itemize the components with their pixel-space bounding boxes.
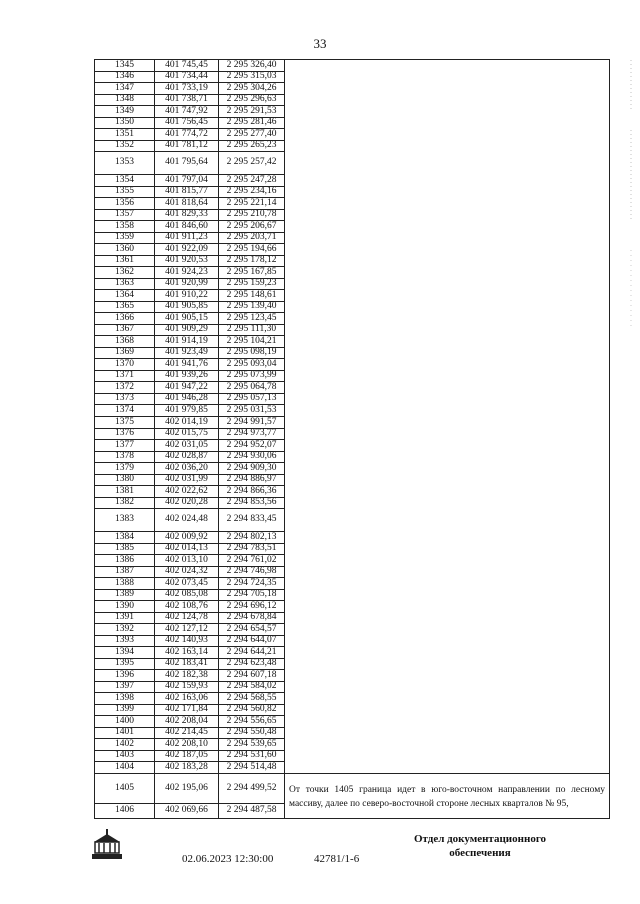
- x-coordinate-cell: 402 183,41: [155, 658, 219, 670]
- footer-datetime: 02.06.2023 12:30:00: [182, 853, 274, 865]
- y-coordinate-cell: 2 294 802,13: [219, 532, 285, 544]
- x-coordinate-cell: 402 163,06: [155, 693, 219, 705]
- point-number-cell: 1385: [95, 543, 155, 555]
- point-number-cell: 1396: [95, 670, 155, 682]
- point-number-cell: 1390: [95, 601, 155, 613]
- y-coordinate-cell: 2 295 167,85: [219, 267, 285, 279]
- x-coordinate-cell: 402 015,75: [155, 428, 219, 440]
- x-coordinate-cell: 402 069,66: [155, 803, 219, 818]
- y-coordinate-cell: 2 294 724,35: [219, 578, 285, 590]
- y-coordinate-cell: 2 295 206,67: [219, 221, 285, 233]
- y-coordinate-cell: 2 295 203,71: [219, 232, 285, 244]
- x-coordinate-cell: 401 733,19: [155, 83, 219, 95]
- point-number-cell: 1356: [95, 198, 155, 210]
- point-number-cell: 1345: [95, 60, 155, 72]
- x-coordinate-cell: 402 022,62: [155, 486, 219, 498]
- x-coordinate-cell: 401 920,99: [155, 278, 219, 290]
- point-number-cell: 1393: [95, 635, 155, 647]
- y-coordinate-cell: 2 295 064,78: [219, 382, 285, 394]
- point-number-cell: 1349: [95, 106, 155, 118]
- point-number-cell: 1391: [95, 612, 155, 624]
- y-coordinate-cell: 2 295 234,16: [219, 186, 285, 198]
- y-coordinate-cell: 2 295 073,99: [219, 370, 285, 382]
- x-coordinate-cell: 402 124,78: [155, 612, 219, 624]
- y-coordinate-cell: 2 294 623,48: [219, 658, 285, 670]
- point-number-cell: 1392: [95, 624, 155, 636]
- x-coordinate-cell: 402 208,10: [155, 739, 219, 751]
- point-number-cell: 1395: [95, 658, 155, 670]
- point-number-cell: 1394: [95, 647, 155, 659]
- x-coordinate-cell: 402 036,20: [155, 463, 219, 475]
- y-coordinate-cell: 2 294 909,30: [219, 463, 285, 475]
- y-coordinate-cell: 2 294 930,06: [219, 451, 285, 463]
- x-coordinate-cell: 402 140,93: [155, 635, 219, 647]
- footer-stamp: [400, 833, 560, 861]
- point-number-cell: 1386: [95, 555, 155, 567]
- y-coordinate-cell: 2 294 952,07: [219, 440, 285, 452]
- x-coordinate-cell: 402 024,48: [155, 509, 219, 532]
- x-coordinate-cell: 401 920,53: [155, 255, 219, 267]
- x-coordinate-cell: 402 159,93: [155, 681, 219, 693]
- y-coordinate-cell: 2 294 783,51: [219, 543, 285, 555]
- point-number-cell: 1364: [95, 290, 155, 302]
- point-number-cell: 1359: [95, 232, 155, 244]
- y-coordinate-cell: 2 295 159,23: [219, 278, 285, 290]
- y-coordinate-cell: 2 294 833,45: [219, 509, 285, 532]
- stamp-line-2: обеспечения: [449, 846, 511, 859]
- point-number-cell: 1399: [95, 704, 155, 716]
- point-number-cell: 1355: [95, 186, 155, 198]
- y-coordinate-cell: 2 295 057,13: [219, 393, 285, 405]
- point-number-cell: 1358: [95, 221, 155, 233]
- x-coordinate-cell: 402 127,12: [155, 624, 219, 636]
- point-number-cell: 1397: [95, 681, 155, 693]
- point-number-cell: 1382: [95, 497, 155, 509]
- y-coordinate-cell: 2 295 265,23: [219, 140, 285, 152]
- x-coordinate-cell: 401 795,64: [155, 152, 219, 175]
- y-coordinate-cell: 2 295 148,61: [219, 290, 285, 302]
- point-number-cell: 1401: [95, 727, 155, 739]
- x-coordinate-cell: 402 182,38: [155, 670, 219, 682]
- y-coordinate-cell: 2 295 194,66: [219, 244, 285, 256]
- point-number-cell: 1404: [95, 762, 155, 774]
- y-coordinate-cell: 2 295 291,53: [219, 106, 285, 118]
- x-coordinate-cell: 402 024,32: [155, 566, 219, 578]
- y-coordinate-cell: 2 294 746,98: [219, 566, 285, 578]
- y-coordinate-cell: 2 294 487,58: [219, 803, 285, 818]
- x-coordinate-cell: 402 085,08: [155, 589, 219, 601]
- x-coordinate-cell: 402 014,13: [155, 543, 219, 555]
- x-coordinate-cell: 401 924,23: [155, 267, 219, 279]
- point-number-cell: 1384: [95, 532, 155, 544]
- point-number-cell: 1371: [95, 370, 155, 382]
- x-coordinate-cell: 401 774,72: [155, 129, 219, 141]
- y-coordinate-cell: 2 294 886,97: [219, 474, 285, 486]
- y-coordinate-cell: 2 295 296,63: [219, 94, 285, 106]
- x-coordinate-cell: 401 747,92: [155, 106, 219, 118]
- x-coordinate-cell: 401 797,04: [155, 175, 219, 187]
- point-number-cell: 1383: [95, 509, 155, 532]
- x-coordinate-cell: 401 923,49: [155, 347, 219, 359]
- point-number-cell: 1361: [95, 255, 155, 267]
- point-number-cell: 1369: [95, 347, 155, 359]
- x-coordinate-cell: 401 922,09: [155, 244, 219, 256]
- x-coordinate-cell: 401 734,44: [155, 71, 219, 83]
- y-coordinate-cell: 2 294 866,36: [219, 486, 285, 498]
- point-number-cell: 1373: [95, 393, 155, 405]
- x-coordinate-cell: 402 183,28: [155, 762, 219, 774]
- x-coordinate-cell: 401 914,19: [155, 336, 219, 348]
- footer-document-id: 42781/1-6: [314, 853, 360, 865]
- y-coordinate-cell: 2 295 247,28: [219, 175, 285, 187]
- point-number-cell: 1398: [95, 693, 155, 705]
- y-coordinate-cell: 2 294 568,55: [219, 693, 285, 705]
- point-number-cell: 1376: [95, 428, 155, 440]
- y-coordinate-cell: 2 294 761,02: [219, 555, 285, 567]
- x-coordinate-cell: 402 013,10: [155, 555, 219, 567]
- point-number-cell: 1346: [95, 71, 155, 83]
- y-coordinate-cell: 2 294 644,07: [219, 635, 285, 647]
- point-number-cell: 1350: [95, 117, 155, 129]
- point-number-cell: 1372: [95, 382, 155, 394]
- point-number-cell: 1402: [95, 739, 155, 751]
- y-coordinate-cell: 2 294 531,60: [219, 750, 285, 762]
- y-coordinate-cell: 2 294 556,65: [219, 716, 285, 728]
- point-number-cell: 1363: [95, 278, 155, 290]
- x-coordinate-cell: 401 756,45: [155, 117, 219, 129]
- stamp-line-1: Отдел документационного: [413, 833, 547, 845]
- point-number-cell: 1378: [95, 451, 155, 463]
- x-coordinate-cell: 402 031,05: [155, 440, 219, 452]
- point-number-cell: 1357: [95, 209, 155, 221]
- table-row: [95, 60, 610, 72]
- y-coordinate-cell: 2 294 539,65: [219, 739, 285, 751]
- point-number-cell: 1366: [95, 313, 155, 325]
- point-number-cell: 1365: [95, 301, 155, 313]
- x-coordinate-cell: 402 014,19: [155, 417, 219, 429]
- y-coordinate-cell: 2 294 678,84: [219, 612, 285, 624]
- description-column-empty: [285, 60, 610, 774]
- x-coordinate-cell: 401 979,85: [155, 405, 219, 417]
- x-coordinate-cell: 401 911,23: [155, 232, 219, 244]
- x-coordinate-cell: 401 905,85: [155, 301, 219, 313]
- point-number-cell: 1347: [95, 83, 155, 95]
- y-coordinate-cell: 2 295 178,12: [219, 255, 285, 267]
- table-row: [95, 774, 610, 804]
- y-coordinate-cell: 2 294 499,52: [219, 774, 285, 804]
- y-coordinate-cell: 2 295 304,26: [219, 83, 285, 95]
- point-number-cell: 1403: [95, 750, 155, 762]
- y-coordinate-cell: 2 294 696,12: [219, 601, 285, 613]
- y-coordinate-cell: 2 294 853,56: [219, 497, 285, 509]
- x-coordinate-cell: 401 815,77: [155, 186, 219, 198]
- coordinates-table-body: [95, 60, 610, 819]
- x-coordinate-cell: 401 829,33: [155, 209, 219, 221]
- x-coordinate-cell: 401 818,64: [155, 198, 219, 210]
- x-coordinate-cell: 402 073,45: [155, 578, 219, 590]
- point-number-cell: 1348: [95, 94, 155, 106]
- x-coordinate-cell: 402 031,99: [155, 474, 219, 486]
- x-coordinate-cell: 401 905,15: [155, 313, 219, 325]
- x-coordinate-cell: 402 171,84: [155, 704, 219, 716]
- point-number-cell: 1351: [95, 129, 155, 141]
- y-coordinate-cell: 2 295 326,40: [219, 60, 285, 72]
- point-number-cell: 1353: [95, 152, 155, 175]
- y-coordinate-cell: 2 295 139,40: [219, 301, 285, 313]
- point-number-cell: 1362: [95, 267, 155, 279]
- y-coordinate-cell: 2 295 257,42: [219, 152, 285, 175]
- x-coordinate-cell: 401 939,26: [155, 370, 219, 382]
- x-coordinate-cell: 402 020,28: [155, 497, 219, 509]
- y-coordinate-cell: 2 295 277,40: [219, 129, 285, 141]
- y-coordinate-cell: 2 294 560,82: [219, 704, 285, 716]
- point-number-cell: 1379: [95, 463, 155, 475]
- point-number-cell: 1380: [95, 474, 155, 486]
- x-coordinate-cell: 401 745,45: [155, 60, 219, 72]
- point-number-cell: 1354: [95, 175, 155, 187]
- point-number-cell: 1389: [95, 589, 155, 601]
- x-coordinate-cell: 402 163,14: [155, 647, 219, 659]
- y-coordinate-cell: 2 295 123,45: [219, 313, 285, 325]
- y-coordinate-cell: 2 295 221,14: [219, 198, 285, 210]
- y-coordinate-cell: 2 294 607,18: [219, 670, 285, 682]
- y-coordinate-cell: 2 294 705,18: [219, 589, 285, 601]
- x-coordinate-cell: 402 028,87: [155, 451, 219, 463]
- point-number-cell: 1377: [95, 440, 155, 452]
- x-coordinate-cell: 401 941,76: [155, 359, 219, 371]
- y-coordinate-cell: 2 295 093,04: [219, 359, 285, 371]
- x-coordinate-cell: 402 108,76: [155, 601, 219, 613]
- point-number-cell: 1352: [95, 140, 155, 152]
- y-coordinate-cell: 2 294 584,02: [219, 681, 285, 693]
- coordinates-table: [94, 59, 610, 819]
- y-coordinate-cell: 2 295 210,78: [219, 209, 285, 221]
- point-number-cell: 1370: [95, 359, 155, 371]
- point-number-cell: 1367: [95, 324, 155, 336]
- point-number-cell: 1381: [95, 486, 155, 498]
- point-number-cell: 1400: [95, 716, 155, 728]
- point-number-cell: 1387: [95, 566, 155, 578]
- scan-margin-marks: [627, 50, 635, 350]
- x-coordinate-cell: 401 738,71: [155, 94, 219, 106]
- point-number-cell: 1375: [95, 417, 155, 429]
- y-coordinate-cell: 2 295 281,46: [219, 117, 285, 129]
- x-coordinate-cell: 402 187,05: [155, 750, 219, 762]
- y-coordinate-cell: 2 295 031,53: [219, 405, 285, 417]
- y-coordinate-cell: 2 294 550,48: [219, 727, 285, 739]
- x-coordinate-cell: 401 781,12: [155, 140, 219, 152]
- x-coordinate-cell: 401 910,22: [155, 290, 219, 302]
- point-number-cell: 1368: [95, 336, 155, 348]
- x-coordinate-cell: 402 214,45: [155, 727, 219, 739]
- y-coordinate-cell: 2 294 973,77: [219, 428, 285, 440]
- x-coordinate-cell: 402 208,04: [155, 716, 219, 728]
- page-number: 33: [313, 36, 327, 51]
- y-coordinate-cell: 2 294 514,48: [219, 762, 285, 774]
- y-coordinate-cell: 2 294 991,57: [219, 417, 285, 429]
- y-coordinate-cell: 2 294 644,21: [219, 647, 285, 659]
- emblem-logo-icon: [90, 828, 124, 862]
- y-coordinate-cell: 2 295 315,03: [219, 71, 285, 83]
- x-coordinate-cell: 402 009,92: [155, 532, 219, 544]
- boundary-description-text: От точки 1405 граница идет в юго-восточном направлении по лесному массиву, далее по северо-восточной стороне лесных кварталов № 95,: [285, 774, 610, 819]
- x-coordinate-cell: 401 846,60: [155, 221, 219, 233]
- y-coordinate-cell: 2 295 098,19: [219, 347, 285, 359]
- x-coordinate-cell: 401 909,29: [155, 324, 219, 336]
- x-coordinate-cell: 401 947,22: [155, 382, 219, 394]
- y-coordinate-cell: 2 295 111,30: [219, 324, 285, 336]
- point-number-cell: 1405: [95, 774, 155, 804]
- point-number-cell: 1374: [95, 405, 155, 417]
- point-number-cell: 1406: [95, 803, 155, 818]
- x-coordinate-cell: 401 946,28: [155, 393, 219, 405]
- point-number-cell: 1388: [95, 578, 155, 590]
- y-coordinate-cell: 2 294 654,57: [219, 624, 285, 636]
- point-number-cell: 1360: [95, 244, 155, 256]
- x-coordinate-cell: 402 195,06: [155, 774, 219, 804]
- y-coordinate-cell: 2 295 104,21: [219, 336, 285, 348]
